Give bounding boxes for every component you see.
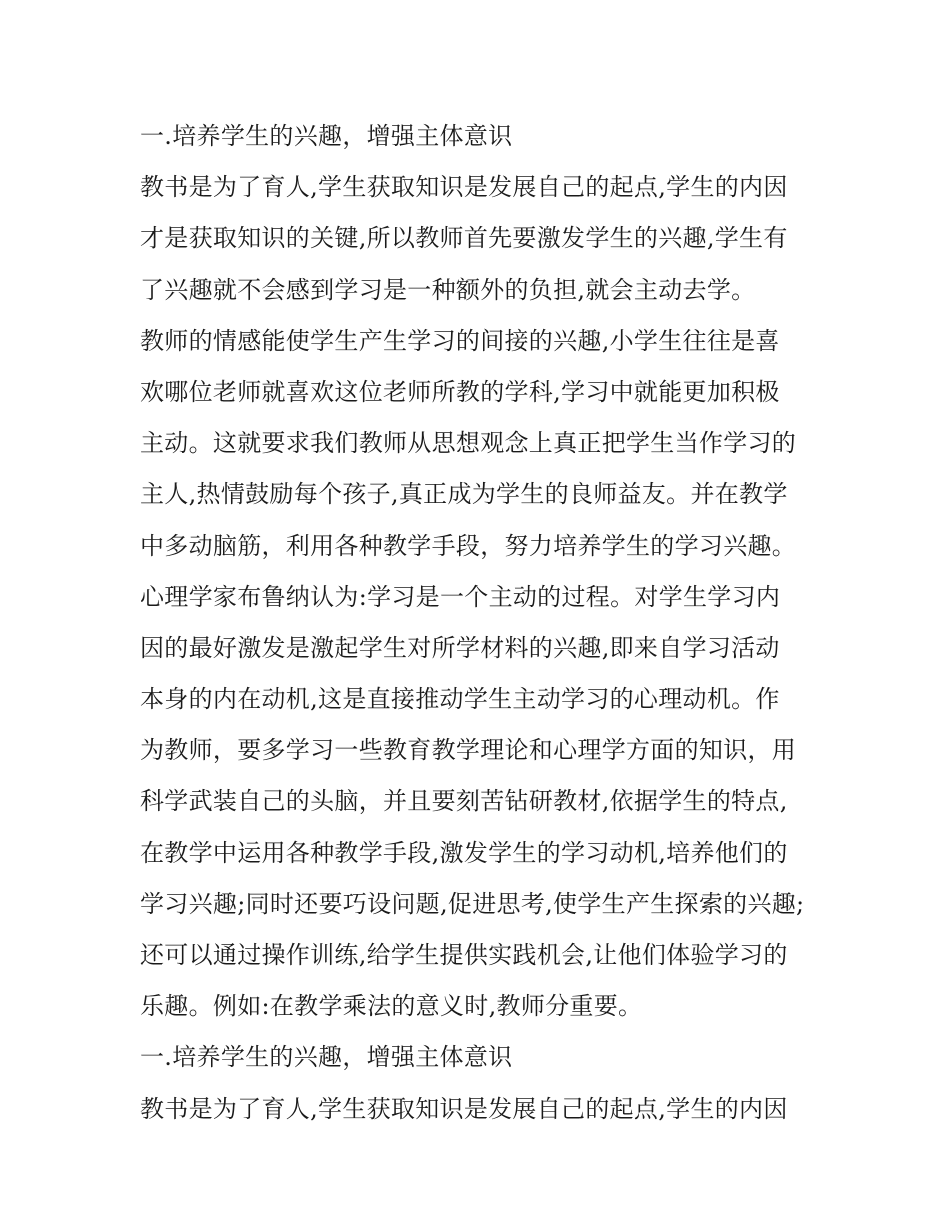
- text-line: 才是获取知识的关键,所以教师首先要激发学生的兴趣,学生有: [140, 224, 788, 253]
- text-line: 了兴趣就不会感到学习是一种额外的负担,就会主动去学。: [140, 275, 756, 304]
- text-line: 教书是为了育人,学生获取知识是发展自己的起点,学生的内因: [140, 173, 788, 202]
- text-line: 主人,热情鼓励每个孩子,真正成为学生的良师益友。并在教学: [140, 480, 788, 509]
- text-line: 在教学中运用各种教学手段,激发学生的学习动机,培养他们的: [140, 838, 788, 867]
- text-line: 本身的内在动机,这是直接推动学生主动学习的心理动机。作: [140, 685, 780, 714]
- text-line: 中多动脑筋，利用各种教学手段，努力培养学生的学习兴趣。: [140, 531, 797, 560]
- text-line: 教书是为了育人,学生获取知识是发展自己的起点,学生的内因: [140, 1094, 788, 1123]
- document-body: [140, 111, 820, 1135]
- section-heading: 一.培养学生的兴趣，增强主体意识: [140, 122, 513, 150]
- text-line: 学习兴趣;同时还要巧设问题,促进思考,使学生产生探索的兴趣;: [140, 889, 805, 918]
- text-line: 为教师，要多学习一些教育教学理论和心理学方面的知识，用: [140, 736, 797, 765]
- text-line: 科学武装自己的头脑，并且要刻苦钻研教材,依据学生的特点,: [140, 787, 788, 816]
- text-line: 欢哪位老师就喜欢这位老师所教的学科,学习中就能更加积极: [140, 377, 780, 406]
- text-line: 心理学家布鲁纳认为:学习是一个主动的过程。对学生学习内: [140, 582, 781, 611]
- section-heading: 一.培养学生的兴趣，增强主体意识: [140, 1043, 513, 1072]
- text-line: 乐趣。例如:在教学乘法的意义时,教师分重要。: [140, 992, 643, 1021]
- text-line: 教师的情感能使学生产生学习的间接的兴趣,小学生往往是喜: [140, 326, 780, 355]
- text-line: 因的最好激发是激起学生对所学材料的兴趣,即来自学习活动: [140, 633, 780, 662]
- text-line: 主动。这就要求我们教师从思想观念上真正把学生当作学习的: [140, 429, 797, 458]
- text-line: 还可以通过操作训练,给学生提供实践机会,让他们体验学习的: [140, 941, 788, 969]
